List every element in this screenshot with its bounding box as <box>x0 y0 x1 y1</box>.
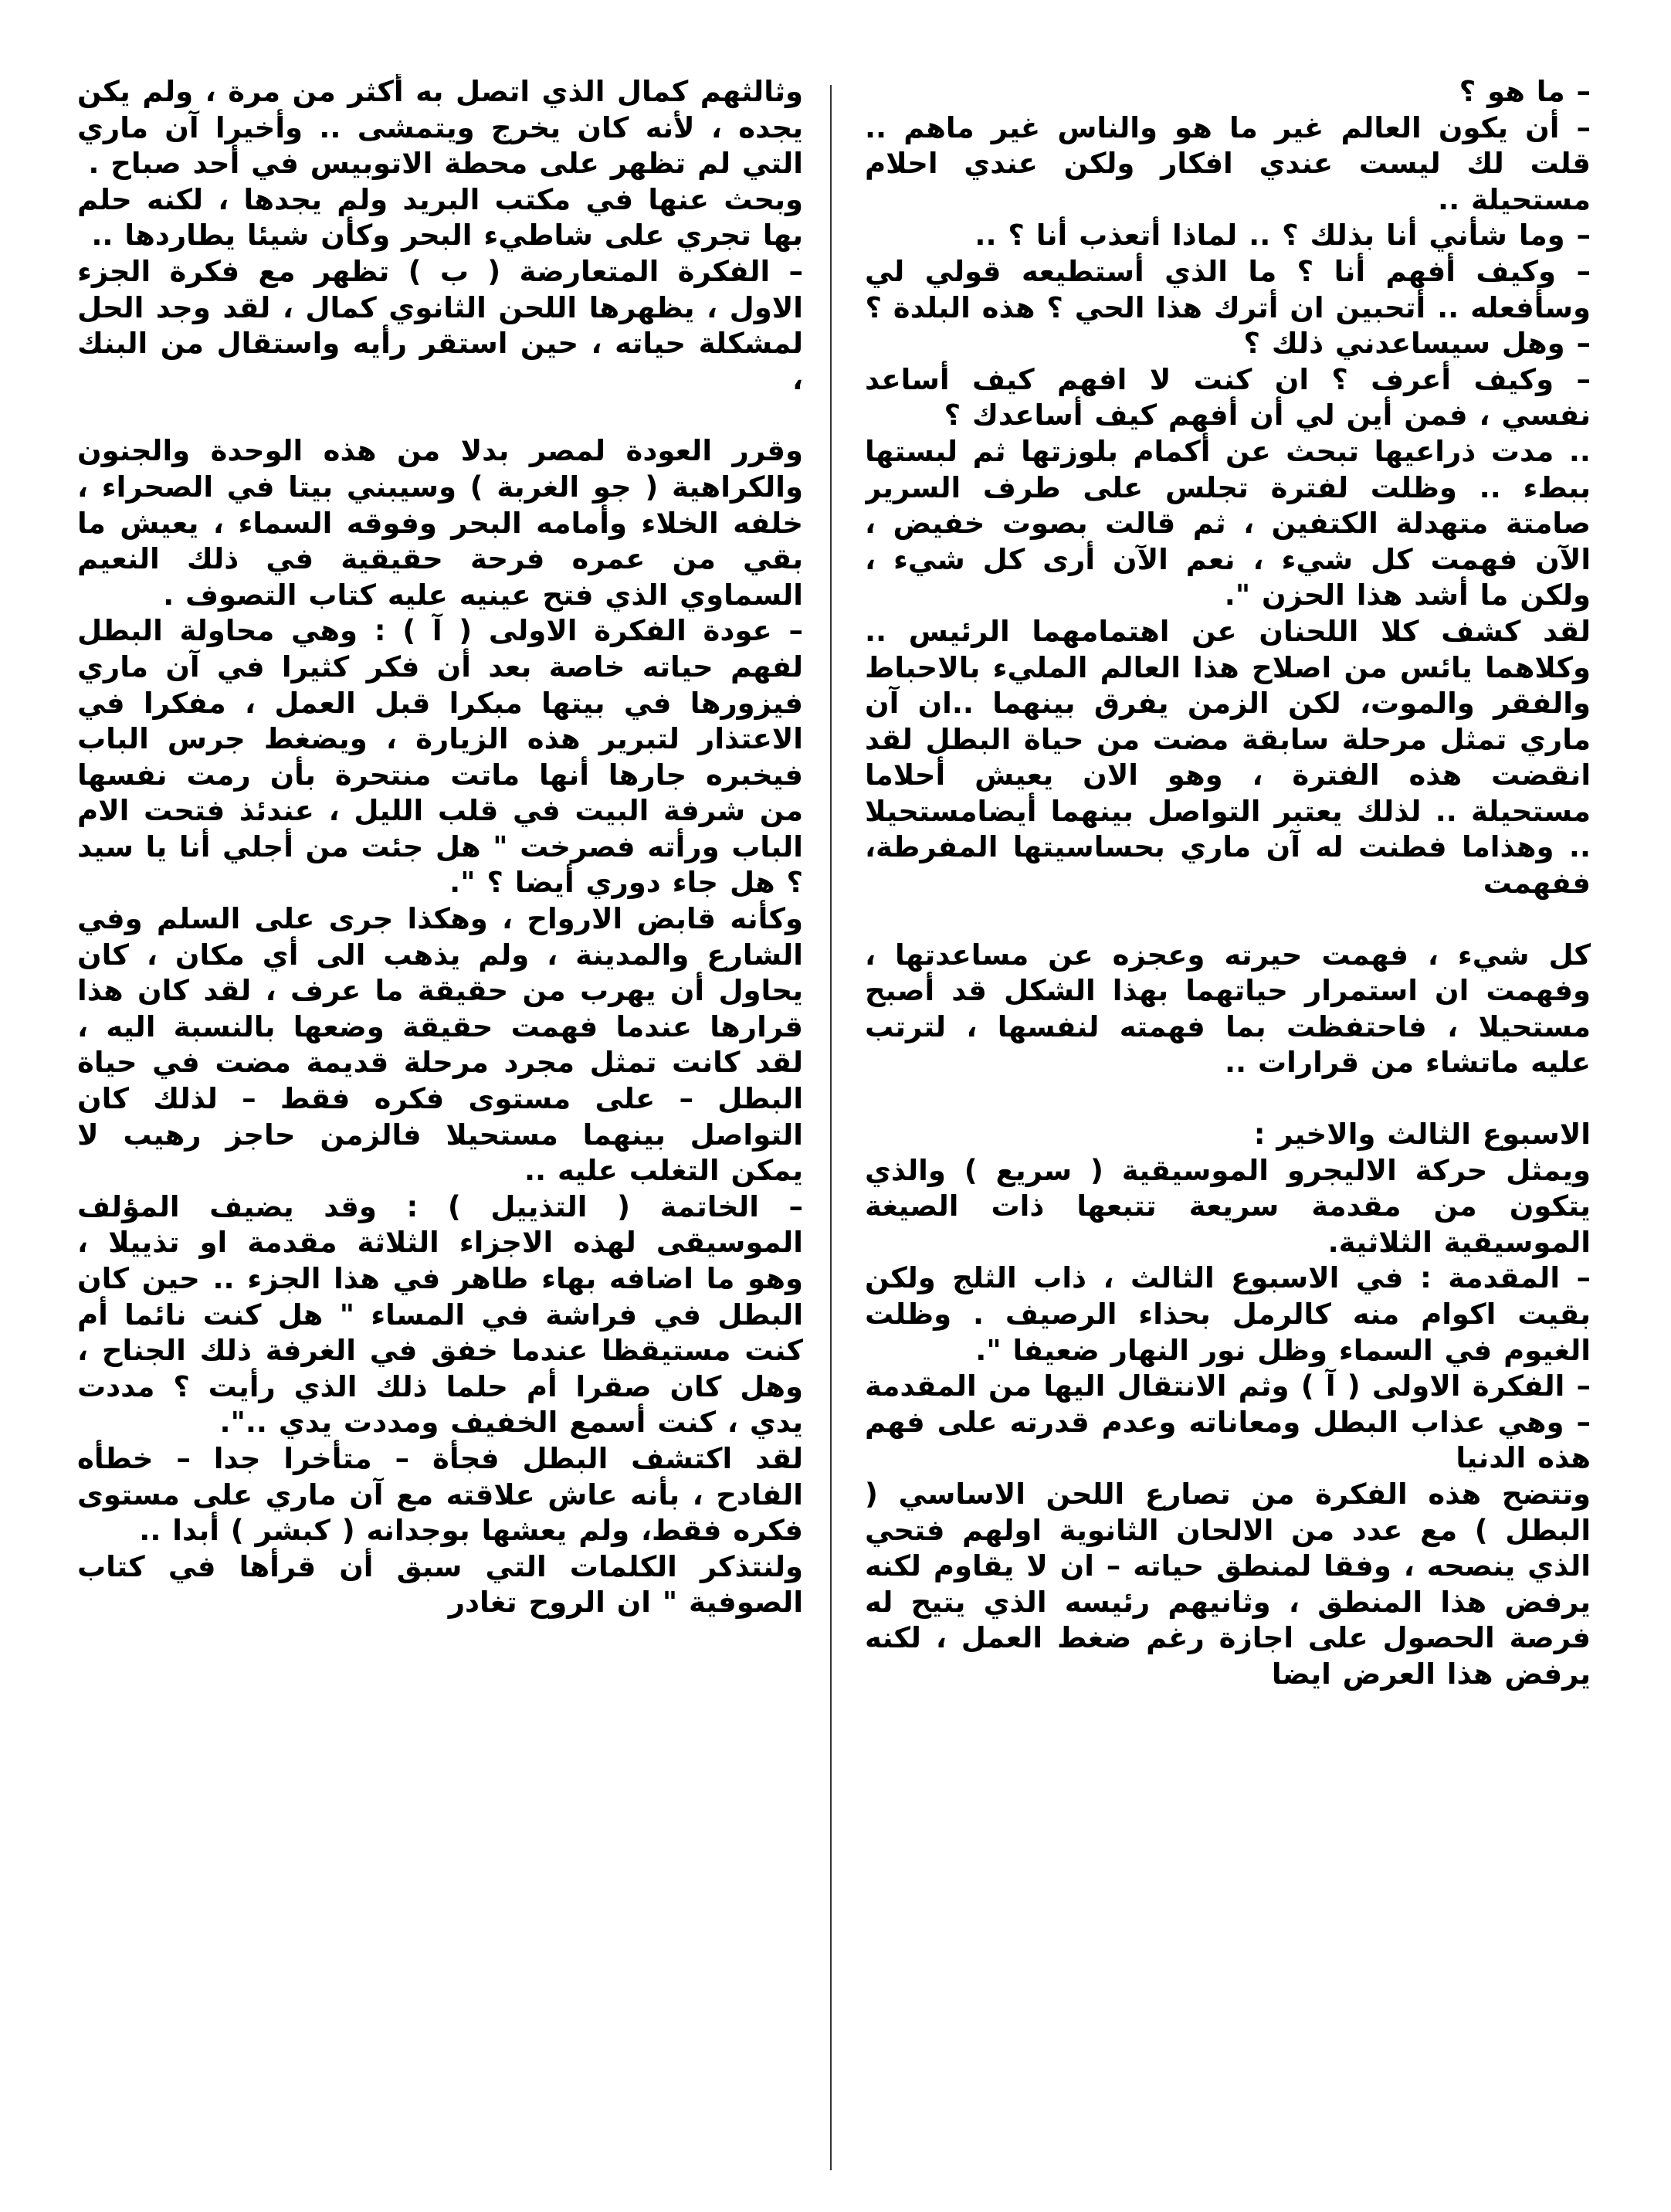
column-divider <box>830 85 832 2170</box>
right-column-paragraph-1: – ما هو ؟ – أن يكون العالم غير ما هو والناس غير ماهم .. قلت لك ليست عندي افكار ولكن عندي احلام مستحيلة .. – وما شأني أنا بذلك ؟ .. لماذا أتعذب أنا ؟ .. – وكيف أفهم أنا ؟ ما الذي أستطيعه قولي لي وسأفعله .. أتحبين ان أترك هذا الحي ؟ هذه البلدة ؟ – وهل سيساعدني ذلك ؟ – وكيف أعرف ؟ ان كنت لا افهم كيف أساعد نفسي ، فمن أين لي أن أفهم كيف أساعدك ؟ .. مدت ذراعيها تبحث عن أكمام بلوزتها ثم لبستها ببطء .. وظلت لفترة تجلس على طرف السرير صامتة متهدلة الكتفين ، ثم قالت بصوت خفيض ، الآن فهمت كل شيء ، نعم الآن أرى كل شيء ، ولكن ما أشد هذا الحزن ". لقد كشف كلا اللحنان عن اهتمامهما الرئيس .. وكلاهما يائس من اصلاح هذا العالم المليء بالاحباط والفقر والموت، لكن الزمن يفرق بينهما ..ان آن ماري تمثل مرحلة سابقة مضت من حياة البطل لقد انقضت هذه الفترة ، وهو الان يعيش أحلاما مستحيلة .. لذلك يعتبر التواصل بينهما أيضامستحيلا .. وهذاما فطنت له آن ماري بحساسيتها المفرطة، ففهمت <box>865 75 1591 901</box>
right-text-column <box>865 74 1591 2175</box>
left-text-column <box>77 74 803 2175</box>
right-column-paragraph-2: كل شيء ، فهمت حيرته وعجزه عن مساعدتها ، وفهمت ان استمرار حياتهما بهذا الشكل قد أصبح مستحيلا ، فاحتفظت بما فهمته لنفسها ، لترتب عليه ماتشاء من قرارات .. <box>865 938 1591 1080</box>
left-column-paragraph-2: وقرر العودة لمصر بدلا من هذه الوحدة والجنون والكراهية ( جو الغربة ) وسيبني بيتا في الصحراء ، خلفه الخلاء وأمامه البحر وفوقه السماء ، يعيش ما بقي من عمره فرحة حقيقية في ذلك النعيم السماوي الذي فتح عينيه عليه كتاب التصوف . – عودة الفكرة الاولى ( آ ) : وهي محاولة البطل لفهم حياته خاصة بعد أن فكر كثيرا في آن ماري فيزورها في بيتها مبكرا قبل العمل ، مفكرا في الاعتذار لتبرير هذه الزيارة ، ويضغط جرس الباب فيخبره جارها أنها ماتت منتحرة بأن رمت نفسها من شرفة البيت في قلب الليل ، عندئذ فتحت الام الباب ورأته فصرخت " هل جئت من أجلي أنا يا سيد ؟ هل جاء دوري أيضا ؟ ". وكأنه قابض الارواح ، وهكذا جرى على السلم وفي الشارع والمدينة ، ولم يذهب الى أي مكان ، كان يحاول أن يهرب من حقيقة ما عرف ، لقد كان هذا قرارها عندما فهمت حقيقة وضعها بالنسبة اليه ، لقد كانت تمثل مجرد مرحلة قديمة مضت في حياة البطل – على مستوى فكره فقط – لذلك كان التواصل بينهما مستحيلا فالزمن حاجز رهيب لا يمكن التغلب عليه .. – الخاتمة ( التذييل ) : وقد يضيف المؤلف الموسيقى لهذه الاجزاء الثلاثة مقدمة او تذييلا ، وهو ما اضافه بهاء طاهر في هذا الجزء .. حين كان البطل في فراشة في المساء " هل كنت نائما أم كنت مستيقظا عندما خفق في الغرفة ذلك الجناح ، وهل كان صقرا أم حلما ذلك الذي رأيت ؟ مددت يدي ، كنت أسمع الخفيف ومددت يدي ..". لقد اكتشف البطل فجأة – متأخرا جدا – خطأه الفادح ، بأنه عاش علاقته مع آن ماري على مستوى فكره فقط، ولم يعشها بوجدانه ( كبشر ) أبدا .. ولنتذكر الكلمات التي سبق أن قرأها في كتاب الصوفية " ان الروح تغادر <box>77 434 803 1620</box>
left-column-paragraph-1: وثالثهم كمال الذي اتصل به أكثر من مرة ، ولم يكن يجده ، لأنه كان يخرج ويتمشى .. وأخيرا آن ماري التي لم تظهر على محطة الاتوبيس في أحد صباح . وبحث عنها في مكتب البريد ولم يجدها ، لكنه حلم بها تجري على شاطيء البحر وكأن شيئا يطاردها .. – الفكرة المتعارضة ( ب ) تظهر مع فكرة الجزء الاول ، يظهرها اللحن الثانوي كمال ، لقد وجد الحل لمشكلة حياته ، حين استقر رأيه واستقال من البنك ، <box>77 75 803 396</box>
right-column-paragraph-3: الاسبوع الثالث والاخير : ويمثل حركة الاليجرو الموسيقية ( سريع ) والذي يتكون من مقدمة سريعة تتبعها ذات الصيغة الموسيقية الثلاثية. – المقدمة : في الاسبوع الثالث ، ذاب الثلج ولكن بقيت اكوام منه كالرمل بحذاء الرصيف . وظلت الغيوم في السماء وظل نور النهار ضعيفا ". – الفكرة الاولى ( آ ) وثم الانتقال اليها من المقدمة – وهي عذاب البطل ومعاناته وعدم قدرته على فهم هذه الدنيا وتتضح هذه الفكرة من تصارع اللحن الاساسي ( البطل ) مع عدد من الالحان الثانوية اولهم فتحي الذي ينصحه ، وفقا لمنطق حياته – ان لا يقاوم لكنه يرفض هذا المنطق ، وثانيهم رئيسه الذي يتيح له فرصة الحصول على اجازة رغم ضغط العمل ، لكنه يرفض هذا العرض ايضا <box>865 1118 1591 1691</box>
